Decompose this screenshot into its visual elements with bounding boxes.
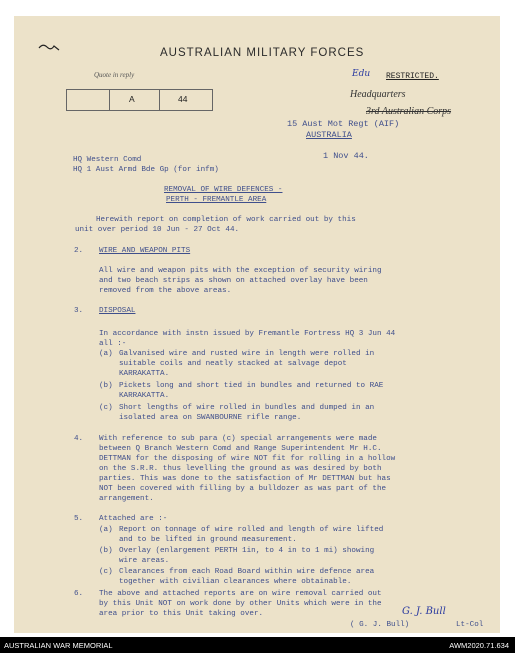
handwritten-signature: G. J. Bull <box>402 606 446 617</box>
section-heading: DISPOSAL <box>99 307 136 315</box>
item-line: Short lengths of wire rolled in bundles and dumped in an <box>119 404 375 412</box>
section-number: 2. <box>74 247 84 255</box>
body-line: arrangement. <box>99 495 154 503</box>
subject-line: PERTH - FREMANTLE AREA <box>166 196 267 204</box>
item-line: wire areas. <box>119 557 170 565</box>
sender-country: AUSTRALIA <box>306 130 352 140</box>
body-line: and two beach strips as shown on attached overlay have been <box>99 277 368 285</box>
body-line: All wire and weapon pits with the exception of security wiring <box>99 267 382 275</box>
intro-line: unit over period 10 Jun - 27 Oct 44. <box>75 226 240 234</box>
item-line: KARRAKATTA. <box>119 370 170 378</box>
item-label: (b) <box>99 547 113 555</box>
section-heading: WIRE AND WEAPON PITS <box>99 247 191 255</box>
ref-number: 44 <box>178 94 188 104</box>
corps-label: 3rd Australian Corps <box>366 106 452 117</box>
body-line: NOT been covered with filling by a bulldozer as was part of the <box>99 485 387 493</box>
body-line: parties. This was done to the satisfaction of Mr DETTMAN but has <box>99 475 391 483</box>
section-number: 6. <box>74 590 84 598</box>
body-line: The above and attached reports are on wire removal carried out <box>99 590 382 598</box>
signature-rank: Lt-Col <box>456 621 484 629</box>
quote-in-reply-label: Quote in reply <box>94 71 135 79</box>
item-line: isolated area on SWANBOURNE rifle range. <box>119 414 302 422</box>
ref-divider <box>109 90 110 110</box>
item-line: Clearances from each Road Board within wire defence area <box>119 568 375 576</box>
item-label: (a) <box>99 350 113 358</box>
sender-unit: 15 Aust Mot Regt (AIF) <box>287 119 400 129</box>
addressee: HQ Western Comd <box>73 156 142 164</box>
item-line: KARRAKATTA. <box>119 392 170 400</box>
document-page <box>14 16 500 633</box>
item-line: together with civilian clearances where obtainable. <box>119 578 352 586</box>
body-line: In accordance with instn issued by Fremantle Fortress HQ 3 Jun 44 <box>99 330 396 338</box>
item-label: (c) <box>99 568 113 576</box>
body-line: With reference to sub para (c) special arrangements were made <box>99 435 377 443</box>
section-number: 4. <box>74 435 84 443</box>
item-line: Pickets long and short tied in bundles and returned to RAE <box>119 382 384 390</box>
item-label: (a) <box>99 526 113 534</box>
item-line: suitable coils and neatly stacked at salvage depot <box>119 360 347 368</box>
ref-divider <box>159 90 160 110</box>
intro-line: Herewith report on completion of work carried out by this <box>96 216 356 224</box>
reference-box <box>66 89 213 111</box>
signature-typed-name: ( G. J. Bull) <box>350 621 410 629</box>
item-line: Galvanised wire and rusted wire in length were rolled in <box>119 350 375 358</box>
body-line: by this Unit NOT on work done by other Units which were in the <box>99 600 382 608</box>
letter-date: 1 Nov 44. <box>323 151 369 161</box>
body-line: DETTMAN for the disposing of wire NOT fit for rolling in a hollow <box>99 455 396 463</box>
footer-credit: AUSTRALIAN WAR MEMORIAL <box>4 641 113 650</box>
section-number: 3. <box>74 307 84 315</box>
ref-letter: A <box>129 94 135 104</box>
headquarters-label: Headquarters <box>350 89 406 100</box>
restricted-stamp: RESTRICTED. <box>386 72 439 81</box>
edu-annotation: Edu <box>352 69 371 79</box>
body-line: between Q Branch Western Comd and Range Superintendent Mr H.C. <box>99 445 382 453</box>
item-line: and to be lifted in ground measurement. <box>119 536 297 544</box>
section-number: 5. <box>74 515 84 523</box>
ink-mark <box>38 42 60 52</box>
body-line: Attached are :- <box>99 515 168 523</box>
body-line: on the S.R.R. thus levelling the ground as was desired by both <box>99 465 382 473</box>
subject-line: REMOVAL OF WIRE DEFENCES - <box>164 186 283 194</box>
footer-accession: AWM2020.71.634 <box>449 641 509 650</box>
body-line: all :- <box>99 340 127 348</box>
item-line: Overlay (enlargement PERTH 1in, to 4 in to 1 mi) showing <box>119 547 375 555</box>
body-line: removed from the above areas. <box>99 287 232 295</box>
body-line: area prior to this Unit taking over. <box>99 610 264 618</box>
item-label: (c) <box>99 404 113 412</box>
item-label: (b) <box>99 382 113 390</box>
item-line: Report on tonnage of wire rolled and length of wire lifted <box>119 526 384 534</box>
addressee: HQ 1 Aust Armd Bde Gp (for infm) <box>73 166 219 174</box>
header-title: AUSTRALIAN MILITARY FORCES <box>160 47 365 59</box>
